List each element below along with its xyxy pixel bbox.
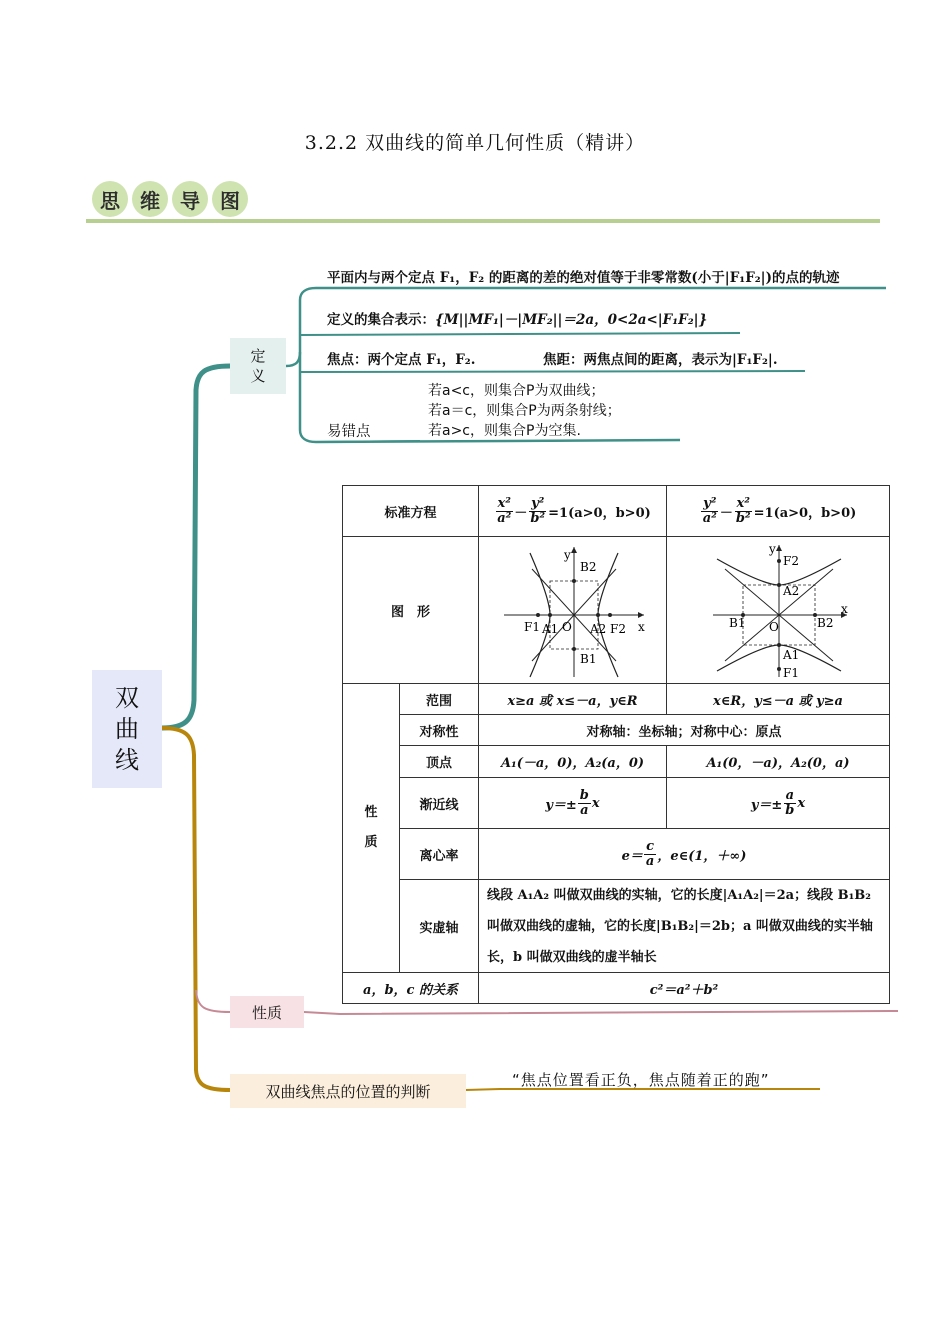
row-symmetry-value: 对称轴：坐标轴；对称中心：原点 bbox=[478, 714, 890, 746]
graph-2-cell bbox=[666, 536, 890, 684]
asym2-prefix: y＝± bbox=[750, 797, 783, 813]
root-label: 双曲线 bbox=[115, 683, 139, 774]
graph-1-cell bbox=[478, 536, 667, 684]
ecc-prefix: e＝ bbox=[621, 848, 643, 864]
ecc-suffix: ，e∈(1，＋∞) bbox=[657, 848, 747, 864]
graph-1-label-B2: B2 bbox=[579, 560, 596, 574]
row-relation-label: a，b，c 的关系 bbox=[342, 972, 479, 1004]
definition-set-expr: {M||MF₁|－|MF₂||＝2a，0<2a<|F₁F₂|} bbox=[435, 312, 708, 328]
definition-text: 平面内与两个定点 F₁，F₂ 的距离的差的绝对值等于非零常数(小于|F₁F₂|)的点的轨迹 bbox=[327, 270, 840, 286]
connector-root-def bbox=[162, 366, 230, 728]
graph-1-label-y: y bbox=[563, 548, 571, 562]
ecc-den: a bbox=[645, 853, 655, 869]
definition-set-label: 定义的集合表示： bbox=[327, 312, 435, 328]
row-range-c1: x≥a 或 x≤－a，y∈R bbox=[478, 683, 667, 715]
row-asymptote-c1 bbox=[478, 777, 667, 829]
row-asymptote-label: 渐近线 bbox=[399, 777, 479, 829]
row-range-label: 范围 bbox=[399, 683, 479, 715]
asym1-suffix: x bbox=[591, 795, 600, 811]
graph-1-label-A1: A1 bbox=[541, 622, 558, 636]
eq1-num2: y² bbox=[531, 495, 545, 511]
graph-1-label-F2: F2 bbox=[609, 622, 626, 636]
graph-1-label-B1: B1 bbox=[579, 652, 596, 666]
eq2-num1: y² bbox=[703, 495, 717, 511]
eq1-den1: a² bbox=[497, 510, 512, 526]
graph-1-label-x: x bbox=[637, 620, 645, 634]
page-title: 3.2.2 双曲线的简单几何性质（精讲） bbox=[304, 132, 646, 154]
row-vertex-c2: A₁(0，－a)，A₂(0，a) bbox=[666, 745, 890, 778]
graph-1-label-F1: F1 bbox=[523, 620, 540, 634]
asym1-prefix: y＝± bbox=[545, 797, 577, 813]
properties-node[interactable] bbox=[230, 996, 304, 1028]
connector-gold-prop bbox=[196, 990, 230, 1012]
row-eccentricity-label: 离心率 bbox=[399, 828, 479, 880]
eq2-den2: b² bbox=[735, 510, 751, 526]
eq2-den1: a² bbox=[702, 510, 717, 526]
graph-2-label-y: y bbox=[769, 542, 776, 556]
def-line-set bbox=[300, 333, 740, 335]
graph-2-label-F1: F1 bbox=[783, 666, 799, 679]
graph-2-label-O: O bbox=[769, 620, 779, 634]
definition-node-label: 定义 bbox=[250, 347, 266, 385]
eq2-num2: x² bbox=[736, 495, 750, 511]
def-line-focus bbox=[300, 371, 805, 372]
graph-2-vertical-hyperbola bbox=[703, 541, 853, 679]
asym1-den: a bbox=[580, 802, 589, 818]
row-vertex-label: 顶点 bbox=[399, 745, 479, 778]
banner-char-4: 图 bbox=[212, 181, 248, 217]
row-axes-label: 实虚轴 bbox=[399, 879, 479, 973]
judge-node[interactable] bbox=[230, 1074, 466, 1108]
row-symmetry-label: 对称性 bbox=[399, 714, 479, 746]
row-relation-value: c²＝a²＋b² bbox=[478, 972, 890, 1004]
eq1-tail: =1(a>0，b>0) bbox=[548, 505, 651, 521]
graph-1-label-O: O bbox=[561, 620, 572, 634]
graph-label: 图 形 bbox=[342, 536, 479, 684]
asym2-num: a bbox=[785, 787, 795, 803]
connector-root-gold bbox=[162, 728, 230, 1090]
root-node[interactable] bbox=[92, 670, 162, 788]
graph-1-label-A2: A2 bbox=[589, 622, 606, 636]
eq2-tail: =1(a>0，b>0) bbox=[753, 505, 857, 521]
mistake-label: 易错点 bbox=[327, 424, 371, 440]
eq1-den2: b² bbox=[530, 510, 546, 526]
row-range-c2: x∈R，y≤－a 或 y≥a bbox=[666, 683, 890, 715]
mistake-1: 若a<c，则集合P为双曲线； bbox=[428, 383, 605, 399]
definition-set bbox=[327, 308, 707, 328]
row-axes-value: 线段 A₁A₂ 叫做双曲线的实轴，它的长度|A₁A₂|＝2a；线段 B₁B₂ 叫做双曲线的虚轴，它的长度|B₁B₂|＝2b；a 叫做双曲线的实半轴长，b 叫做双曲线的虚半轴长 bbox=[478, 879, 890, 973]
asym2-den: b bbox=[785, 802, 795, 818]
mistake-2: 若a＝c，则集合P为两条射线； bbox=[428, 403, 621, 419]
definition-focus: 焦点：两个定点 F₁，F₂. bbox=[327, 352, 476, 368]
connector-prop-line bbox=[304, 1011, 898, 1014]
graph-2-label-B1: B1 bbox=[729, 616, 746, 630]
judge-node-label: 双曲线焦点的位置的判断 bbox=[265, 1082, 431, 1101]
graph-2-label-A1: A1 bbox=[783, 648, 800, 662]
properties-node-label: 性质 bbox=[251, 1003, 282, 1022]
properties-label-cell bbox=[342, 683, 400, 973]
equation-1: $\frac{\text{x²}}{\text{a²}}$ － $\frac{\text{y²}}{\text{b²}}$ =1(a>0，b>0) bbox=[478, 485, 667, 537]
asym2-suffix: x bbox=[797, 795, 806, 811]
mistake-3: 若a>c，则集合P为空集. bbox=[428, 423, 581, 439]
row-vertex-c1: A₁(－a，0)，A₂(a，0) bbox=[478, 745, 667, 778]
graph-2-label-F2: F2 bbox=[783, 554, 799, 568]
definition-node[interactable] bbox=[230, 338, 286, 394]
def-line-mistake bbox=[316, 441, 420, 442]
graph-2-label-x: x bbox=[841, 602, 848, 616]
banner-bar bbox=[86, 219, 880, 223]
graph-2-label-A2: A2 bbox=[783, 584, 800, 598]
eq1-num1: x² bbox=[497, 495, 511, 511]
graph-1-horizontal-hyperbola bbox=[498, 541, 648, 679]
ecc-num: c bbox=[646, 838, 655, 854]
row-asymptote-c2 bbox=[666, 777, 890, 829]
banner-char-1: 思 bbox=[92, 181, 128, 217]
graph-2-label-B2: B2 bbox=[817, 616, 834, 630]
banner-char-2: 维 bbox=[132, 181, 168, 217]
banner-char-3: 导 bbox=[172, 181, 208, 217]
definition-focal-distance: 焦距：两焦点间的距离，表示为|F₁F₂|. bbox=[543, 352, 778, 368]
row-eccentricity-value bbox=[478, 828, 890, 880]
header-equation-label: 标准方程 bbox=[342, 485, 479, 537]
equation-2: $\frac{\text{y²}}{\text{a²}}$ － $\frac{\text{x²}}{\text{b²}}$ =1(a>0，b>0) bbox=[666, 485, 890, 537]
properties-label: 性质 bbox=[364, 805, 378, 850]
asym1-num: b bbox=[579, 787, 589, 803]
mnemonic-text: “焦点位置看正负，焦点随着正的跑” bbox=[512, 1071, 770, 1089]
